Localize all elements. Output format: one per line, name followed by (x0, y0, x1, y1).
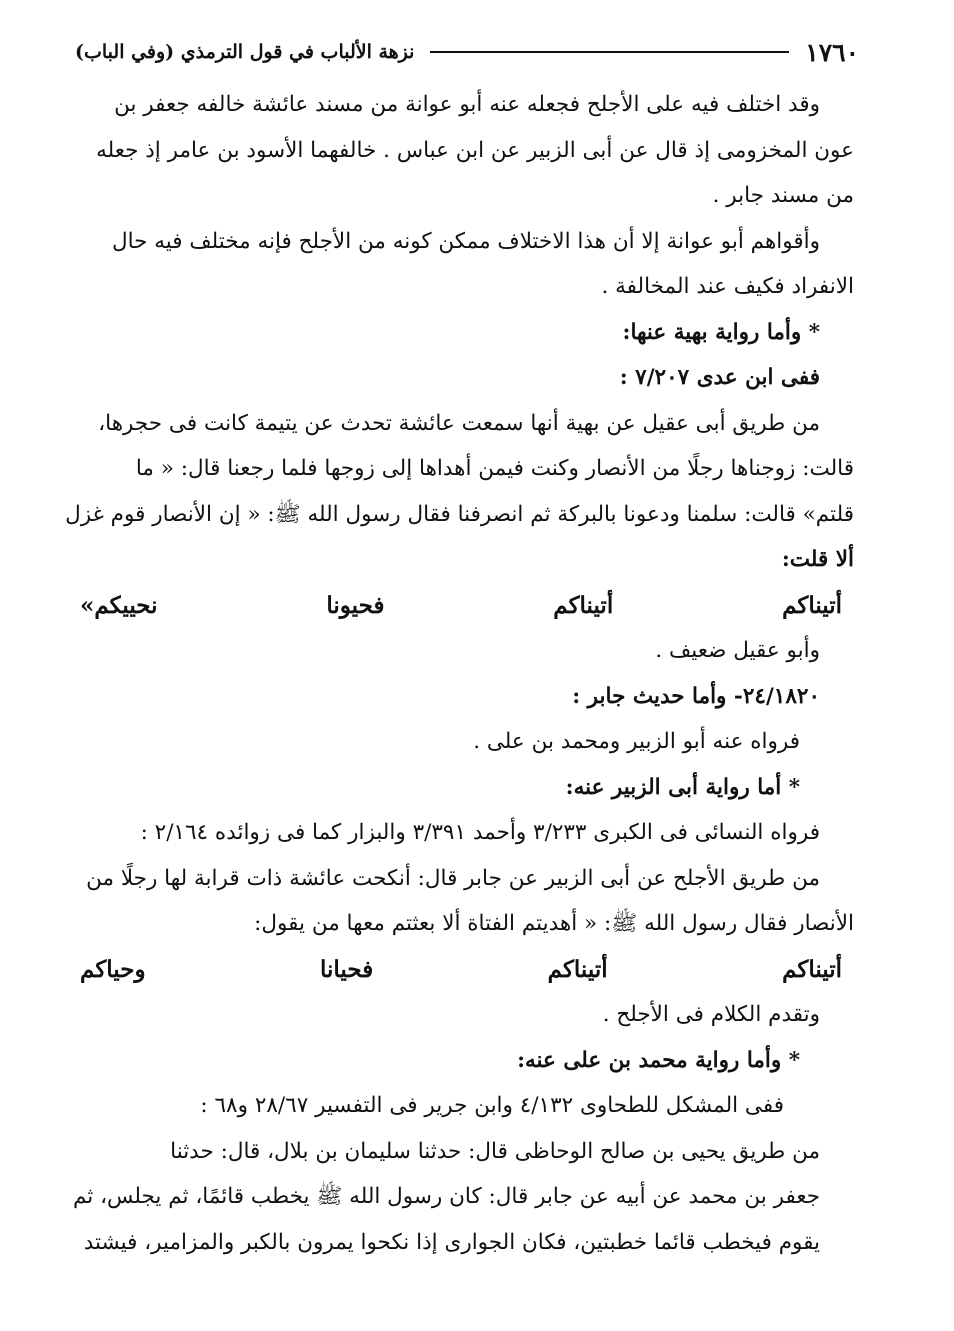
book-title: نزهة الألباب في قول الترمذي (وفي الباب) (75, 41, 415, 63)
text-line: قلتم» قالت: سلمنا ودعونا بالبركة ثم انصرفنا فقال رسول الله ﷺ: « إن الأنصار قوم غزل (65, 501, 854, 527)
poem-word: فحيانا (320, 955, 374, 983)
section-heading: * وأما رواية بهية عنها: (622, 319, 820, 345)
text-line: وأقواهم أبو عوانة إلا أن هذا الاختلاف ممكن كونه من الأجلح فإنه مختلف فيه حال (111, 228, 820, 254)
text-line: وتقدم الكلام فى الأجلح . (602, 1002, 820, 1027)
section-heading: * وأما رواية محمد بن على عنه: (517, 1047, 800, 1073)
poem-word: فحيونا (326, 591, 385, 619)
poem-word: أتيناكم (547, 955, 608, 983)
text-line: من طريق الأجلح عن أبى الزبير عن جابر قال: أنكحت عائشة ذات قرابة لها رجلًا من (86, 865, 820, 891)
text-line: يقوم فيخطب قائما خطبتين، فكان الجوارى إذا نكحوا يمرون بالكبر والمزامير، فيشتد (83, 1229, 820, 1255)
source-reference: فرواه النسائى فى الكبرى ٣/٢٣٣ وأحمد ٣/٣٩١ والبزار كما فى زوائده ٢/١٦٤ : (140, 820, 820, 845)
text-line: ألا قلت: (781, 547, 854, 572)
poem-verse (70, 583, 854, 629)
text-line: وأبو عقيل ضعيف . (655, 638, 820, 663)
text-line: من مسند جابر . (712, 183, 854, 208)
text-line: قالت: زوجناها رجلًا من الأنصار وكنت فيمن أهداها إلى زوجها فلما رجعنا قال: « ما (135, 456, 854, 481)
section-heading: * أما رواية أبى الزبير عنه: (565, 774, 800, 800)
poem-verse (70, 947, 854, 993)
running-head (75, 30, 859, 74)
poem-word: أتيناكم (782, 955, 842, 983)
page-number: ١٧٦٠ (805, 37, 859, 67)
source-reference: ففى ابن عدى ٧/٢٠٧ : (619, 365, 820, 390)
text-line: جعفر بن محمد عن أبيه عن جابر قال: كان رسول الله ﷺ يخطب قائمًا، ثم يجلس، ثم (72, 1184, 820, 1209)
text-line: وقد اختلف فيه على الأجلح فجعله عنه أبو عوانة من مسند عائشة خالفه جعفر بن (114, 92, 820, 117)
text-line: من طريق أبى عقيل عن بهية أنها سمعت عائشة تحدث عن يتيمة كانت فى حجرها، (98, 410, 820, 436)
header-rule (430, 51, 789, 53)
text-line: فرواه عنه أبو الزبير ومحمد بن على . (473, 729, 800, 754)
poem-word: وحياكم (80, 955, 146, 983)
text-line: عون المخزومى إذ قال عن أبى الزبير عن ابن عباس . خالفهما الأسود بن عامر إذ جعله (96, 137, 854, 163)
text-line: الانفراد فكيف عند المخالفة . (601, 274, 854, 299)
poem-word: أتيناكم (782, 591, 842, 619)
text-line: من طريق يحيى بن صالح الوحاظى قال: حدثنا سليمان بن بلال، قال: حدثنا (170, 1138, 820, 1164)
hadith-heading: ٢٤/١٨٢٠- وأما حديث جابر : (572, 683, 820, 709)
text-line: الأنصار فقال رسول الله ﷺ: « أهديتم الفتاة ألا بعثتم معها من يقول: (254, 911, 854, 936)
poem-word: أتيناكم (553, 591, 614, 619)
page-body (65, 82, 854, 1321)
source-reference: ففى المشكل للطحاوى ٤/١٣٢ وابن جرير فى التفسير ٢٨/٦٧ و٦٨ : (200, 1093, 784, 1118)
poem-word: نحييكم» (80, 591, 158, 619)
